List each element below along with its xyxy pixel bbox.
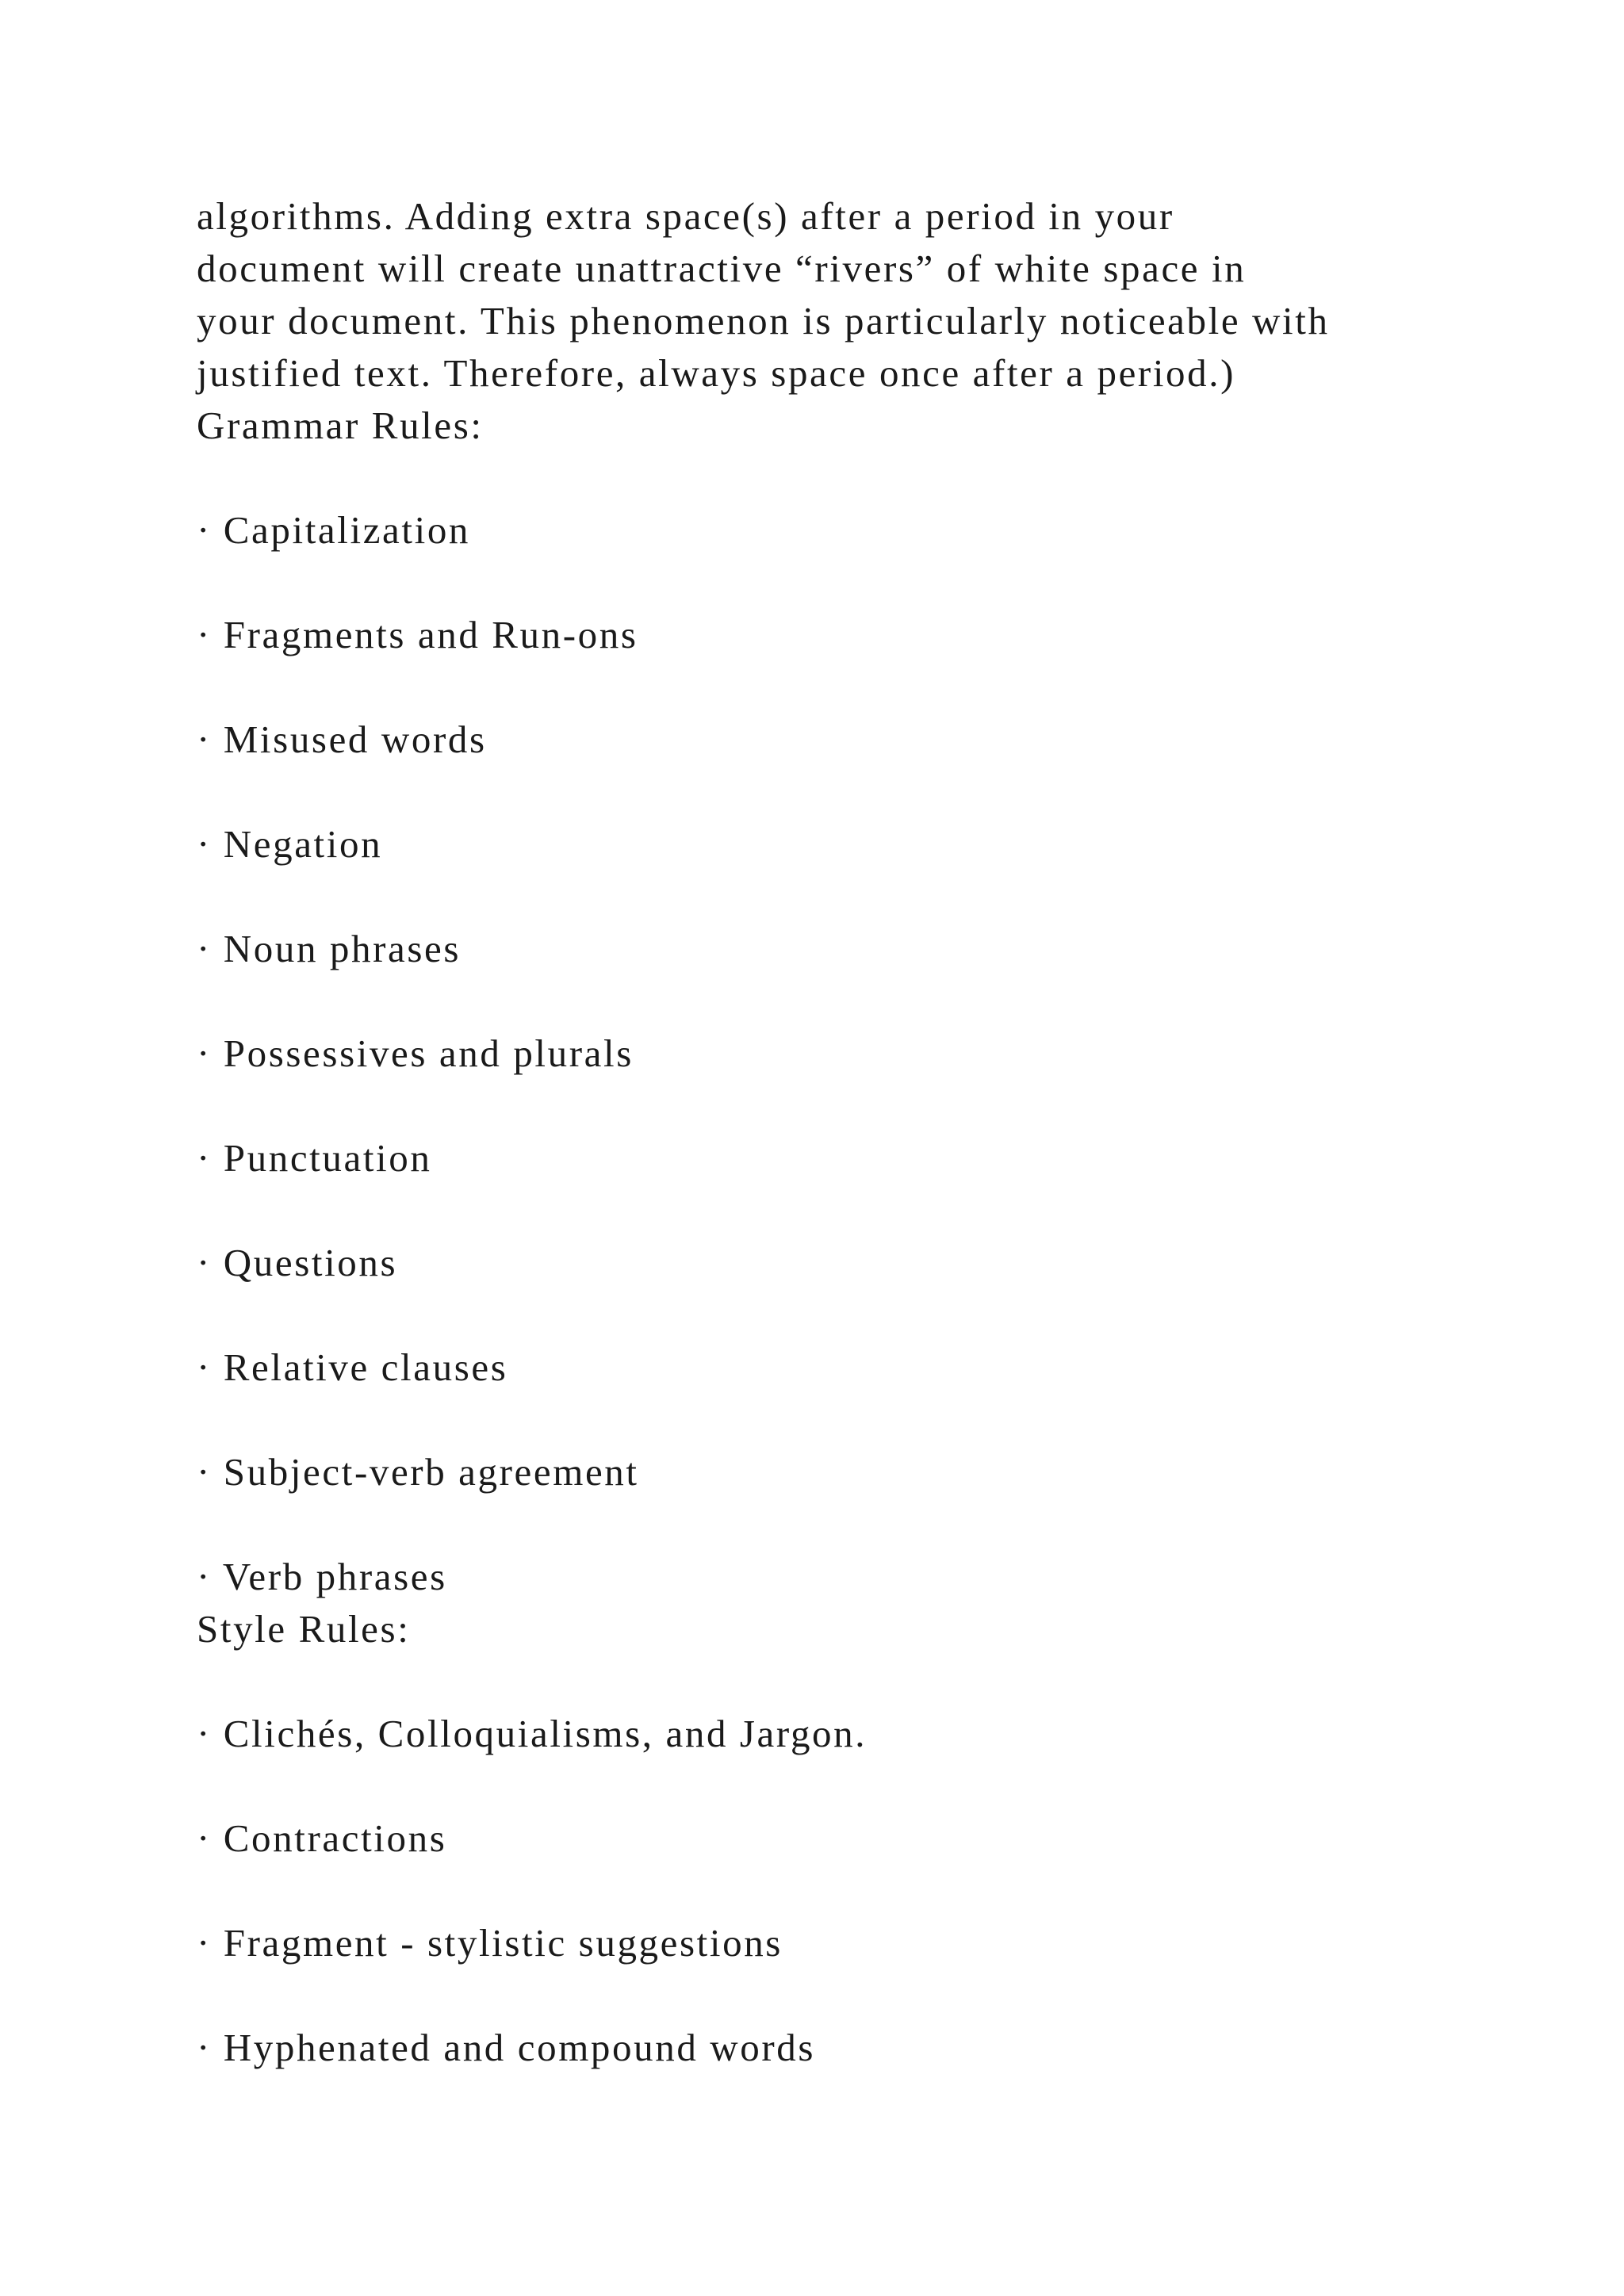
- grammar-rule-item: · Possessives and plurals: [197, 1031, 634, 1075]
- style-rule-item: · Clichés, Colloquialisms, and Jargon.: [197, 1712, 868, 1755]
- spacer: [197, 1394, 1497, 1446]
- grammar-rule-item: · Verb phrases: [197, 1555, 447, 1598]
- spacer: [197, 1655, 1497, 1708]
- intro-line: justified text. Therefore, always space once after a period.): [197, 351, 1236, 395]
- spacer: [197, 1080, 1497, 1132]
- grammar-rule-item: · Punctuation: [197, 1136, 432, 1180]
- grammar-rule-item: · Questions: [197, 1241, 398, 1284]
- spacer: [197, 975, 1497, 1027]
- intro-line: algorithms. Adding extra space(s) after a period in your: [197, 194, 1174, 238]
- grammar-rule-item: · Negation: [197, 822, 383, 866]
- spacer: [197, 1498, 1497, 1551]
- spacer: [197, 557, 1497, 609]
- intro-line: your document. This phenomenon is particularly noticeable with: [197, 299, 1330, 342]
- spacer: [197, 871, 1497, 923]
- grammar-rule-item: · Misused words: [197, 718, 487, 761]
- grammar-rule-item: · Fragments and Run-ons: [197, 613, 638, 656]
- style-rule-item: · Hyphenated and compound words: [197, 2026, 816, 2069]
- spacer: [197, 1760, 1497, 1812]
- spacer: [197, 1865, 1497, 1917]
- document-body: [197, 190, 1497, 2074]
- grammar-rule-item: · Noun phrases: [197, 927, 462, 970]
- style-rule-item: · Contractions: [197, 1816, 447, 1860]
- intro-line: document will create unattractive “rivers” of white space in: [197, 247, 1247, 290]
- spacer: [197, 1184, 1497, 1237]
- grammar-rules-heading: Grammar Rules:: [197, 404, 484, 447]
- style-rule-item: · Fragment - stylistic suggestions: [197, 1921, 783, 1965]
- style-rules-heading: Style Rules:: [197, 1607, 411, 1651]
- spacer: [197, 1969, 1497, 2022]
- spacer: [197, 766, 1497, 818]
- grammar-rule-item: · Capitalization: [197, 508, 471, 552]
- grammar-rule-item: · Relative clauses: [197, 1345, 508, 1389]
- spacer: [197, 1289, 1497, 1341]
- grammar-rule-item: · Subject-verb agreement: [197, 1450, 639, 1494]
- spacer: [197, 452, 1497, 504]
- spacer: [197, 661, 1497, 714]
